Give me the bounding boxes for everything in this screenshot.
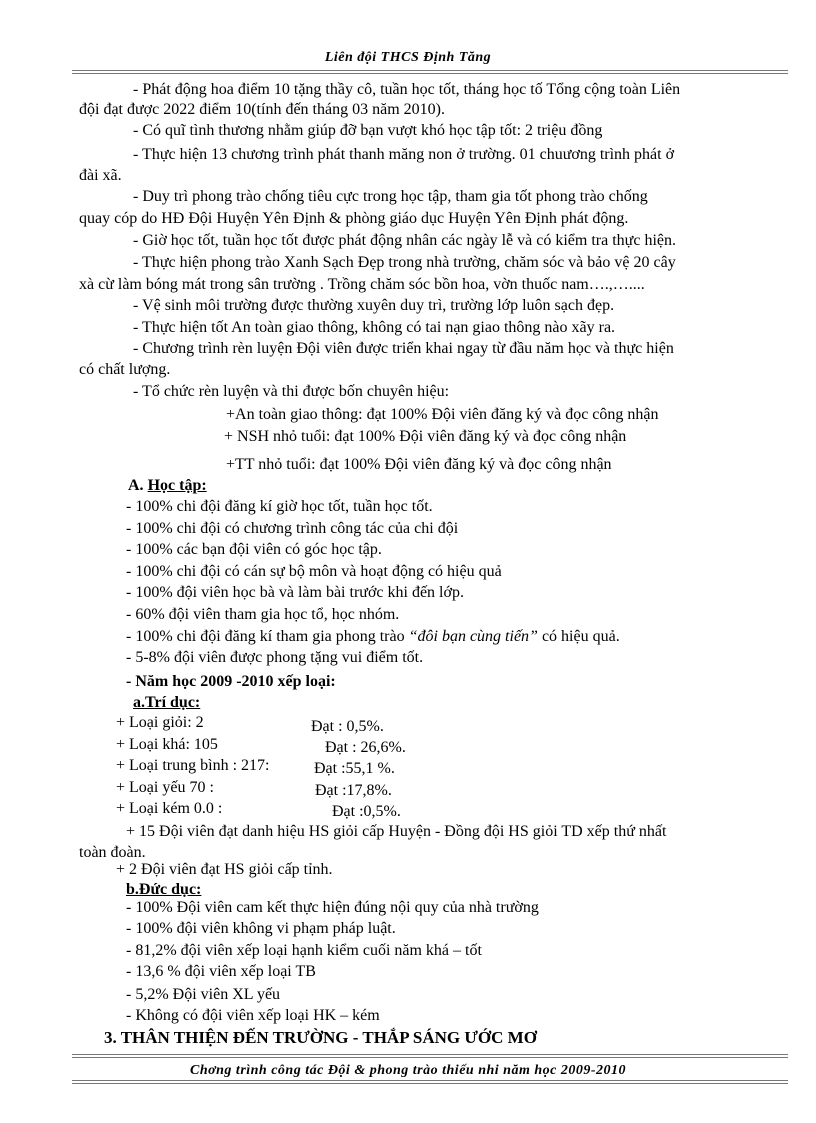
subheading: - Năm học 2009 -2010 xếp loại: (126, 673, 336, 690)
line: - Thực hiện tốt An toàn giao thông, không có tai nạn giao thông nào xãy ra. (133, 319, 616, 336)
line: toàn đoàn. (79, 844, 146, 861)
line: - Thực hiện phong trào Xanh Sạch Đẹp trong nhà trường, chăm sóc và bảo vệ 20 cây (133, 254, 676, 271)
text: có hiệu quả. (537, 628, 620, 645)
line: quay cóp do HĐ Đội Huyện Yên Định & phòng giáo dục Huyện Yên Định phát động. (79, 210, 629, 227)
line: có chất lượng. (79, 361, 171, 378)
text: - 100% chi đội đăng kí tham gia phong trào (126, 628, 409, 645)
line: + 2 Đội viên đạt HS giỏi cấp tỉnh. (116, 861, 333, 878)
line: đội đạt được 2022 điểm 10(tính đến tháng 03 năm 2010). (79, 101, 445, 118)
quote: “đôi bạn cùng tiến” (408, 628, 538, 645)
line: - 100% chi đội có chương trình công tác của chi đội (126, 520, 459, 537)
line: xà cừ làm bóng mát trong sân trường . Trồng chăm sóc bồn hoa, vờn thuốc nam….,….... (79, 276, 645, 293)
footer-rule (72, 1054, 788, 1058)
line: - Chương trình rèn luyện Đội viên được triển khai ngay từ đầu năm học và thực hiện (133, 340, 674, 357)
line: + Loại kém 0.0 : (116, 800, 223, 817)
line: +An toàn giao thông: đạt 100% Đội viên đăng ký và đọc công nhận (226, 406, 659, 423)
line: + 15 Đội viên đạt danh hiệu HS giỏi cấp Huyện - Đồng đội HS giỏi TD xếp thứ nhất (126, 823, 667, 840)
value: Đạt : 0,5%. (311, 718, 384, 735)
line: - Phát động hoa điểm 10 tặng thầy cô, tuần học tốt, tháng học tố Tổng cộng toàn Liên (133, 81, 681, 98)
line: - 100% chi đội có cán sự bộ môn và hoạt động có hiệu quả (126, 563, 502, 580)
line: - Tổ chức rèn luyện và thi được bốn chuyên hiệu: (133, 383, 450, 400)
line: - Duy trì phong trào chống tiêu cực trong học tập, tham gia tốt phong trào chống (133, 188, 648, 205)
line: - 100% chi đội đăng kí giờ học tốt, tuần học tốt. (126, 498, 433, 515)
line: - Có quĩ tình thương nhằm giúp đỡ bạn vượt khó học tập tốt: 2 triệu đồng (133, 122, 603, 139)
section-number: A. (128, 477, 148, 494)
value: Đạt :0,5%. (332, 803, 401, 820)
value: Đạt : 26,6%. (325, 739, 406, 756)
line: - 100% đội viên học bà và làm bài trước khi đến lớp. (126, 584, 464, 601)
value: Đạt :17,8%. (315, 782, 392, 799)
line: + Loại yếu 70 : (116, 779, 214, 796)
line: - 81,2% đội viên xếp loại hạnh kiểm cuối năm khá – tốt (126, 942, 482, 959)
page-footer: Chơng trình công tác Đội & phong trào thiếu nhi năm học 2009-2010 (190, 1063, 626, 1078)
section-title: Học tập: (147, 477, 207, 494)
line: - 5,2% Đội viên XL yếu (126, 986, 281, 1003)
line (126, 627, 620, 647)
subheading: a.Trí dục: (133, 694, 201, 711)
line: - 13,6 % đội viên xếp loại TB (126, 963, 316, 980)
line: đài xã. (79, 167, 122, 184)
line: + Loại giỏi: 2 (116, 714, 204, 731)
line: + NSH nhỏ tuổi: đạt 100% Đội viên đăng ký và đọc công nhận (224, 428, 627, 445)
section-heading (128, 476, 207, 496)
line: - 5-8% đội viên được phong tặng vui điểm tốt. (126, 649, 424, 666)
line: - 100% Đội viên cam kết thực hiện đúng nội quy của nhà trường (126, 899, 539, 916)
section-heading: 3. THÂN THIỆN ĐẾN TRƯỜNG - THẮP SÁNG ƯỚC MƠ (104, 1028, 537, 1047)
value: Đạt :55,1 %. (314, 760, 395, 777)
line: - Giờ học tốt, tuần học tốt được phát động nhân các ngày lễ và có kiểm tra thực hiện. (133, 232, 676, 249)
header-rule (72, 70, 788, 74)
line: - Thực hiện 13 chương trình phát thanh măng non ở trường. 01 chuương trình phát ở (133, 146, 675, 163)
footer-rule (72, 1080, 788, 1084)
line: + Loại trung bình : 217: (116, 757, 270, 774)
line: - 100% đội viên không vi phạm pháp luật. (126, 920, 396, 937)
subheading: b.Đức dục: (126, 881, 202, 898)
line: - 60% đội viên tham gia học tổ, học nhóm. (126, 606, 400, 623)
line: - Không có đội viên xếp loại HK – kém (126, 1007, 380, 1024)
line: - Vệ sinh môi trường được thường xuyên duy trì, trường lớp luôn sạch đẹp. (133, 297, 615, 314)
line: - 100% các bạn đội viên có góc học tập. (126, 541, 382, 558)
line: + Loại khá: 105 (116, 736, 218, 753)
line: +TT nhỏ tuổi: đạt 100% Đội viên đăng ký và đọc công nhận (226, 456, 612, 473)
page-header: Liên đội THCS Định Tăng (324, 50, 492, 65)
